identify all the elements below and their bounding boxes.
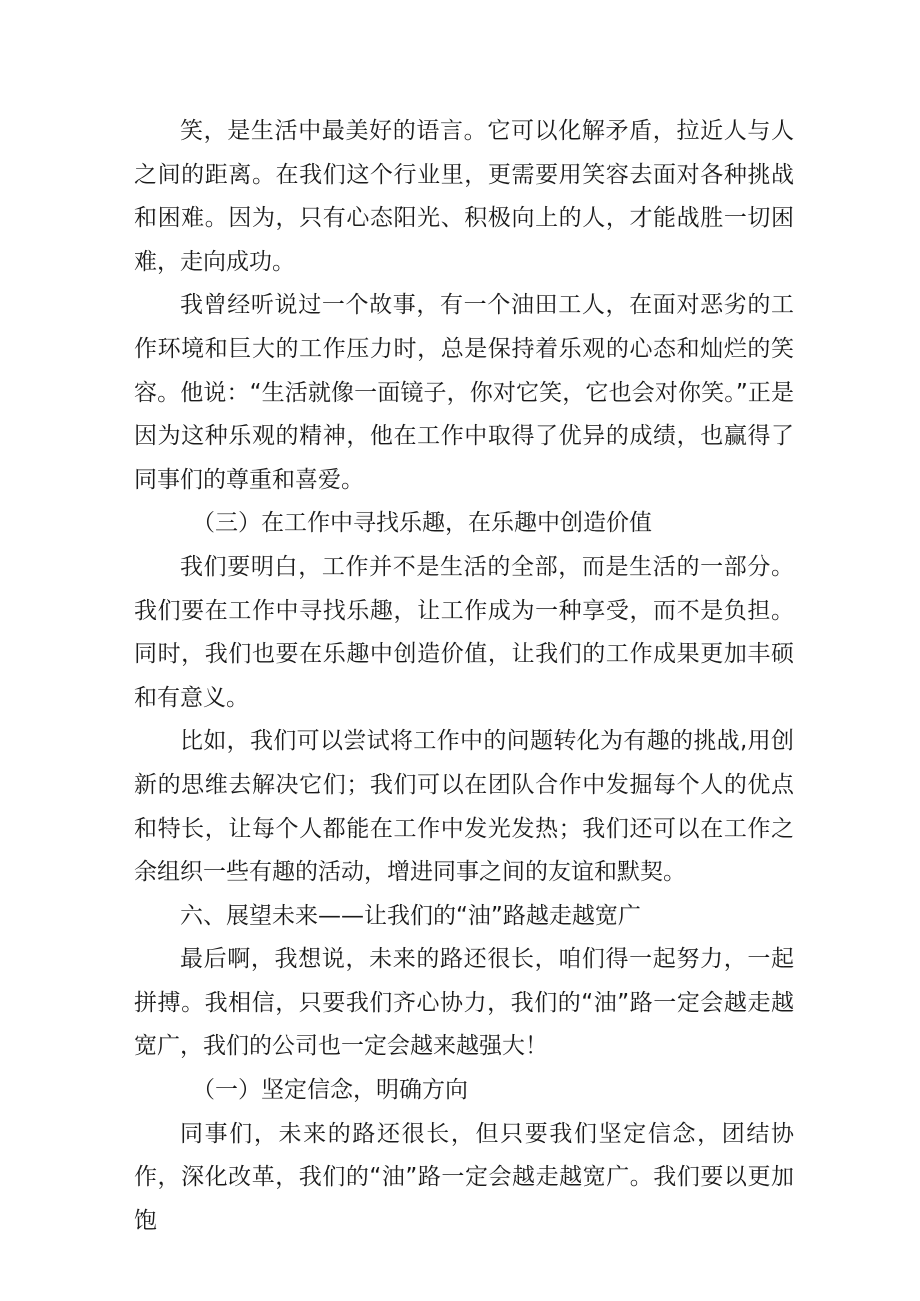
paragraph-work-fun: 我们要明白，工作并不是生活的全部，而是生活的一部分。我们要在工作中寻找乐趣，让工作成为一种享受，而不是负担。同时，我们也要在乐趣中创造价值，让我们的工作成果更加丰硕和有意义。 [134, 553, 794, 711]
paragraph-finally: 最后啊，我想说，未来的路还很长，咱们得一起努力，一起拼搏。我相信，只要我们齐心协力，我们的“油”路一定会越走越宽广，我们的公司也一定会越来越强大！ [134, 946, 794, 1060]
paragraph-oilfield-story: 我曾经听说过一个故事，有一个油田工人，在面对恶劣的工作环境和巨大的工作压力时，总是保持着乐观的心态和灿烂的笑容。他说：“生活就像一面镜子，你对它笑，它也会对你笑。”正是因为这种乐观的精神，他在工作中取得了优异的成绩，也赢得了同事们的尊重和喜爱。 [134, 292, 794, 493]
paragraph-smile: 笑，是生活中最美好的语言。它可以化解矛盾，拉近人与人之间的距离。在我们这个行业里，更需要用笑容去面对各种挑战和困难。因为，只有心态阳光、积极向上的人，才能战胜一切困难，走向成功。 [134, 118, 794, 275]
chapter-heading-6: 六、展望未来——让我们的“油”路越走越宽广 [180, 902, 641, 929]
section-heading-3: （三）在工作中寻找乐趣，在乐趣中创造价值 [192, 510, 652, 537]
section-heading-1: （一）坚定信念，明确方向 [192, 1077, 468, 1104]
document-body [134, 110, 794, 1243]
paragraph-colleagues: 同事们，未来的路还很长，但只要我们坚定信念，团结协作，深化改革，我们的“油”路一定会越走越宽广。我们要以更加饱 [134, 1120, 794, 1234]
paragraph-examples: 比如，我们可以尝试将工作中的问题转化为有趣的挑战,用创新的思维去解决它们；我们可以在团队合作中发掘每个人的优点和特长，让每个人都能在工作中发光发热；我们还可以在工作之余组织一些有趣的活动，增进同事之间的友谊和默契。 [134, 728, 794, 886]
